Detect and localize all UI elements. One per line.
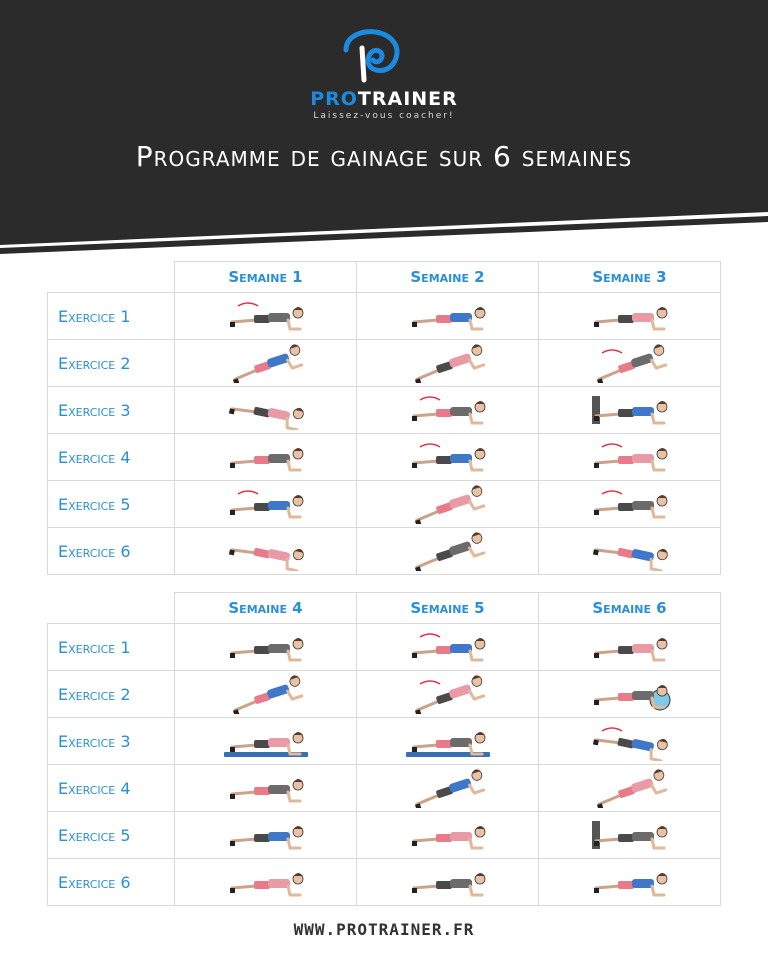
- exercise-row: [48, 718, 721, 765]
- week-header-row: [48, 262, 721, 293]
- header-banner: [0, 0, 768, 260]
- exercise-label: Exercice 2: [48, 671, 175, 718]
- bird-dog-icon: [218, 437, 314, 477]
- exercise-cell: [357, 528, 539, 575]
- prone-leg-lift-icon: [400, 390, 496, 430]
- exercise-cell: [357, 293, 539, 340]
- brand-pro: PRO: [310, 88, 358, 110]
- forearm-plank-icon: [400, 296, 496, 336]
- exercise-cell: [539, 481, 721, 528]
- exercise-row: [48, 624, 721, 671]
- exercise-cell: [539, 528, 721, 575]
- exercise-cell: [539, 434, 721, 481]
- plank-knee-drive-icon: [400, 437, 496, 477]
- exercise-cell: [175, 528, 357, 575]
- exercise-row: [48, 434, 721, 481]
- exercise-cell: [357, 812, 539, 859]
- exercise-cell: [175, 859, 357, 906]
- exercise-cell: [357, 434, 539, 481]
- exercise-row: [48, 765, 721, 812]
- week-header: Semaine 2: [357, 262, 539, 293]
- exercise-row: [48, 340, 721, 387]
- brand-name: [250, 88, 518, 110]
- stability-ball-plank-icon: [582, 674, 678, 714]
- crunch-icon: [218, 531, 314, 571]
- exercise-cell: [539, 671, 721, 718]
- forearm-plank-icon: [218, 862, 314, 902]
- exercise-label: Exercice 3: [48, 387, 175, 434]
- mat-forearm-plank-icon: [400, 721, 496, 761]
- glute-bridge-icon: [218, 390, 314, 430]
- exercise-cell: [357, 859, 539, 906]
- high-plank-icon: [582, 627, 678, 667]
- week-header: Semaine 5: [357, 593, 539, 624]
- week-header-row: [48, 593, 721, 624]
- exercise-cell: [539, 340, 721, 387]
- exercise-cell: [175, 293, 357, 340]
- exercise-row: [48, 671, 721, 718]
- plank-leg-lift-icon: [400, 627, 496, 667]
- exercise-row: [48, 481, 721, 528]
- side-plank-arm-raise-icon: [400, 674, 496, 714]
- exercise-label: Exercice 5: [48, 812, 175, 859]
- forearm-plank-icon: [582, 296, 678, 336]
- exercise-row: [48, 387, 721, 434]
- week-header: Semaine 6: [539, 593, 721, 624]
- program-table-weeks-1-3: [47, 261, 721, 575]
- exercise-cell: [539, 812, 721, 859]
- bear-crawl-icon: [400, 815, 496, 855]
- exercise-cell: [175, 812, 357, 859]
- exercise-cell: [357, 671, 539, 718]
- exercise-label: Exercice 3: [48, 718, 175, 765]
- seated-leg-raise-icon: [582, 721, 678, 761]
- plank-to-side-plank-icon: [218, 674, 314, 714]
- exercise-cell: [175, 387, 357, 434]
- page-title: Programme de gainage sur 6 semaines: [135, 140, 633, 173]
- exercise-label: Exercice 1: [48, 293, 175, 340]
- mat-prone-hold-icon: [218, 721, 314, 761]
- exercise-row: [48, 528, 721, 575]
- plank-leg-swing-icon: [582, 484, 678, 524]
- exercise-cell: [539, 387, 721, 434]
- exercise-label: Exercice 1: [48, 624, 175, 671]
- exercise-cell: [357, 718, 539, 765]
- exercise-cell: [539, 859, 721, 906]
- week-header: Semaine 3: [539, 262, 721, 293]
- side-lying-leg-lift-icon: [582, 343, 678, 383]
- side-plank-reach-icon: [400, 531, 496, 571]
- exercise-cell: [357, 765, 539, 812]
- exercise-label: Exercice 4: [48, 765, 175, 812]
- v-sit-icon: [582, 531, 678, 571]
- exercise-cell: [175, 434, 357, 481]
- plank-shoulder-tap-icon: [218, 815, 314, 855]
- plank-walkout-icon: [582, 862, 678, 902]
- exercise-cell: [539, 765, 721, 812]
- exercise-cell: [357, 481, 539, 528]
- exercise-label: Exercice 2: [48, 340, 175, 387]
- high-plank-icon: [218, 627, 314, 667]
- exercise-label: Exercice 6: [48, 859, 175, 906]
- program-table-weeks-4-6: [47, 592, 721, 906]
- exercise-cell: [539, 718, 721, 765]
- plank-hip-circle-icon: [582, 437, 678, 477]
- plank-leg-raise-icon: [218, 484, 314, 524]
- side-plank-knees-icon: [218, 343, 314, 383]
- exercise-cell: [175, 340, 357, 387]
- side-plank-icon: [400, 343, 496, 383]
- exercise-cell: [357, 387, 539, 434]
- exercise-row: [48, 859, 721, 906]
- exercise-cell: [539, 293, 721, 340]
- week-header: Semaine 1: [175, 262, 357, 293]
- exercise-row: [48, 293, 721, 340]
- exercise-label: Exercice 6: [48, 528, 175, 575]
- footer-website: WWW.PROTRAINER.FR: [293, 920, 475, 939]
- protrainer-logo-icon: [340, 28, 404, 84]
- exercise-label: Exercice 5: [48, 481, 175, 528]
- exercise-cell: [175, 671, 357, 718]
- high-plank-icon: [218, 768, 314, 808]
- exercise-row: [48, 812, 721, 859]
- exercise-cell: [357, 340, 539, 387]
- table-corner: [48, 593, 175, 624]
- exercise-cell: [539, 624, 721, 671]
- bench-dip-icon: [582, 390, 678, 430]
- brand-trainer: TRAINER: [357, 88, 458, 110]
- exercise-cell: [175, 481, 357, 528]
- side-plank-rotation-icon: [400, 484, 496, 524]
- plank-arm-reach-icon: [582, 768, 678, 808]
- plank-leg-slide-icon: [400, 862, 496, 902]
- exercise-cell: [175, 765, 357, 812]
- week-header: Semaine 4: [175, 593, 357, 624]
- exercise-label: Exercice 4: [48, 434, 175, 481]
- forearm-plank-leg-raise-icon: [218, 296, 314, 336]
- exercise-cell: [357, 624, 539, 671]
- wall-plank-icon: [582, 815, 678, 855]
- brand-tagline: Laissez-vous coacher!: [313, 111, 455, 121]
- exercise-cell: [175, 718, 357, 765]
- exercise-cell: [175, 624, 357, 671]
- table-corner: [48, 262, 175, 293]
- side-plank-star-icon: [400, 768, 496, 808]
